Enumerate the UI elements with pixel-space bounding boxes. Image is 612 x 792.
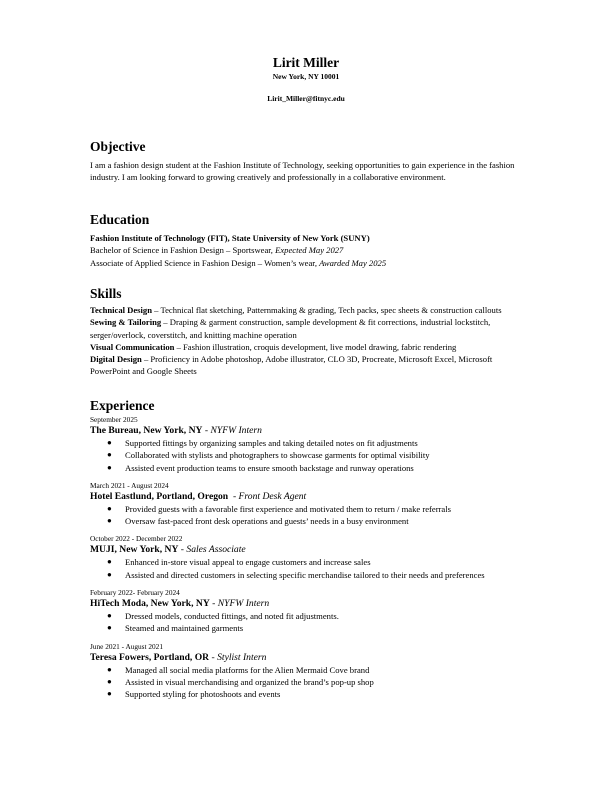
skills-section xyxy=(90,286,530,378)
job-employer: Teresa Fowers, Portland, OR xyxy=(90,651,210,663)
skill-item xyxy=(90,341,530,353)
skill-separator: – xyxy=(161,317,170,328)
skill-text: Fashion illustration, croquis development, live model drawing, fabric rendering xyxy=(183,341,457,352)
job-bullet xyxy=(90,688,530,700)
job-header xyxy=(90,544,530,556)
job-bullet xyxy=(90,503,530,515)
job-bullet xyxy=(90,449,530,461)
education-heading: Education xyxy=(90,212,150,227)
job-entry xyxy=(90,481,530,528)
objective-text: I am a fashion design student at the Fashion Institute of Technology, seeking opportunities to gain experience in the fashion industry. I am looking forward to growing creatively and professionally in a collaborative environment. xyxy=(90,160,515,183)
bullet-icon: ● xyxy=(107,438,112,447)
bullet-icon: ● xyxy=(107,676,112,686)
bullet-icon: ● xyxy=(107,503,112,513)
bullet-text: Assisted in visual merchandising and organized the brand’s pop-up shop xyxy=(125,676,374,687)
job-title: NYFW Intern xyxy=(210,425,262,436)
job-header xyxy=(90,598,530,610)
job-employer: Hotel Eastlund, Portland, Oregon xyxy=(90,490,229,502)
job-dates: March 2021 - August 2024 xyxy=(90,480,169,490)
job-bullet xyxy=(90,610,530,622)
bullet-text: Steamed and maintained garments xyxy=(125,623,244,634)
job-bullet xyxy=(90,556,530,568)
bullet-icon: ● xyxy=(107,611,112,621)
job-bullets xyxy=(90,610,530,635)
job-dates: June 2021 - August 2021 xyxy=(90,641,163,651)
skill-item xyxy=(90,353,530,378)
bullet-text: Oversaw fast-paced front desk operations and guests’ needs in a busy environment xyxy=(125,516,409,527)
skill-text: Draping & garment construction, sample development & fit corrections, industrial lockstitch, serger/overlock, coverstitch, and knitting machine operation xyxy=(90,317,491,340)
job-employer: MUJI, New York, NY xyxy=(90,544,179,556)
job-title: NYFW Intern xyxy=(217,598,270,610)
skill-item xyxy=(90,316,530,341)
education-degree xyxy=(90,244,530,256)
candidate-name: Lirit Miller xyxy=(272,55,340,70)
job-dash: - xyxy=(209,598,218,610)
job-header xyxy=(90,491,530,503)
job-title: Stylist Intern xyxy=(217,651,267,663)
bullet-text: Collaborated with stylists and photographers to showcase garments for optimal visibility xyxy=(125,450,430,461)
skill-label: Technical Design xyxy=(90,305,152,315)
bullet-icon: ● xyxy=(107,689,112,699)
skill-separator: – xyxy=(152,305,161,315)
job-bullets xyxy=(90,437,530,474)
job-dates: September 2025 xyxy=(90,415,138,424)
candidate-email: Lirit_Miller@fitnyc.edu xyxy=(267,94,345,103)
objective-heading: Objective xyxy=(90,139,146,154)
job-bullets xyxy=(90,503,530,528)
job-header xyxy=(90,652,530,664)
job-entry xyxy=(90,415,530,474)
bullet-icon: ● xyxy=(107,516,112,526)
bullet-icon: ● xyxy=(107,664,112,674)
job-bullets xyxy=(90,664,530,701)
bullet-text: Supported styling for photoshoots and events xyxy=(125,689,281,700)
degree-text: Bachelor of Science in Fashion Design – Sportswear, xyxy=(90,245,276,256)
bullet-text: Assisted event production teams to ensure smooth backstage and runway operations xyxy=(125,462,414,473)
job-bullet xyxy=(90,664,530,676)
job-dash: - xyxy=(178,544,187,556)
skill-text: Technical flat sketching, Patternmaking & grading, Tech packs, spec sheets & construction callouts xyxy=(160,305,502,315)
bullet-text: Enhanced in-store visual appeal to engage customers and increase sales xyxy=(125,557,371,568)
candidate-location: New York, NY 10001 xyxy=(272,72,340,81)
skill-label: Digital Design xyxy=(90,354,142,365)
job-title: Sales Associate xyxy=(186,544,246,556)
job-entry xyxy=(90,588,530,635)
job-bullet xyxy=(90,569,530,581)
job-bullet xyxy=(90,462,530,474)
job-dash: - xyxy=(209,651,218,663)
education-school: Fashion Institute of Technology (FIT), State University of New York (SUNY) xyxy=(90,233,370,243)
job-bullets xyxy=(90,556,530,581)
objective-section xyxy=(90,139,530,184)
skill-text: Proficiency in Adobe photoshop, Adobe illustrator, CLO 3D, Procreate, Microsoft Excel, Microsoft PowerPoint and Google Sheets xyxy=(90,354,493,377)
education-degree xyxy=(90,257,530,269)
job-bullet xyxy=(90,515,530,527)
skill-label: Sewing & Tailoring xyxy=(90,317,162,328)
job-dash: - xyxy=(202,425,211,436)
bullet-text: Supported fittings by organizing samples and taking detailed notes on fit adjustments xyxy=(125,438,418,448)
skill-item xyxy=(90,304,530,316)
job-dates: October 2022 - December 2022 xyxy=(90,534,183,544)
skill-separator: – xyxy=(141,354,151,365)
bullet-icon: ● xyxy=(107,569,112,579)
job-header xyxy=(90,425,530,437)
job-dash: - xyxy=(228,490,239,502)
experience-section xyxy=(90,398,530,701)
skills-heading: Skills xyxy=(90,286,122,301)
education-section xyxy=(90,212,530,269)
bullet-icon: ● xyxy=(107,557,112,567)
degree-date: Awarded May 2025 xyxy=(319,257,387,268)
bullet-icon: ● xyxy=(107,462,112,472)
bullet-text: Dressed models, conducted fittings, and noted fit adjustments. xyxy=(125,611,339,622)
job-bullet xyxy=(90,676,530,688)
job-entry xyxy=(90,642,530,701)
degree-text: Associate of Applied Science in Fashion Design – Women’s wear, xyxy=(90,257,320,268)
bullet-text: Provided guests with a favorable first experience and motivated them to return / make referrals xyxy=(125,503,451,514)
job-title: Front Desk Agent xyxy=(238,490,307,502)
bullet-icon: ● xyxy=(107,450,112,460)
experience-heading: Experience xyxy=(90,398,155,413)
skill-separator: – xyxy=(174,341,184,352)
job-bullet xyxy=(90,622,530,634)
bullet-icon: ● xyxy=(107,623,112,633)
bullet-text: Managed all social media platforms for the Alien Mermaid Cove brand xyxy=(125,664,370,675)
job-dates: February 2022- February 2024 xyxy=(90,588,180,598)
job-bullet xyxy=(90,437,530,449)
degree-date: Expected May 2027 xyxy=(275,245,344,256)
job-employer: The Bureau, New York, NY xyxy=(90,425,203,436)
job-entry xyxy=(90,534,530,581)
skill-label: Visual Communication xyxy=(90,341,175,352)
bullet-text: Assisted and directed customers in selecting specific merchandise tailored to their needs and preferences xyxy=(125,569,485,580)
job-employer: HiTech Moda, New York, NY xyxy=(90,598,210,610)
